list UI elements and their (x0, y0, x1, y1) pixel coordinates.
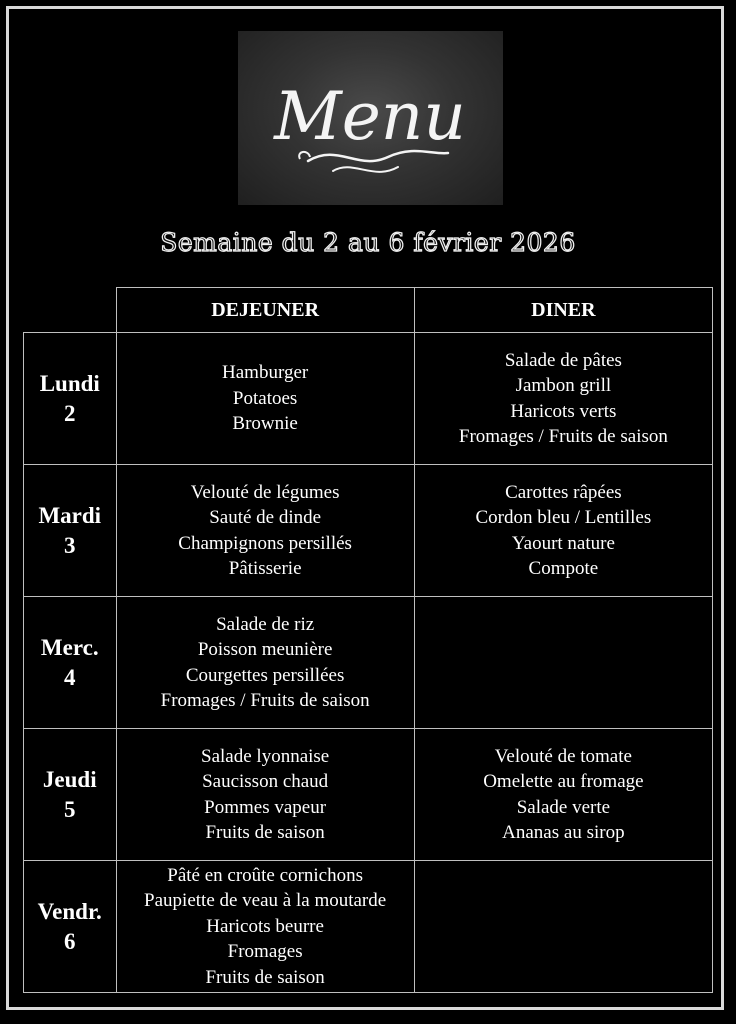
weekly-menu-table (23, 287, 713, 993)
dish: Salade de riz (216, 613, 315, 635)
dish: Carottes râpées (505, 481, 622, 503)
lunch-cell (116, 861, 414, 993)
week-title: Semaine du 2 au 6 février 2026 (160, 228, 576, 257)
lunch-cell (116, 597, 414, 729)
dinner-cell-empty (414, 861, 712, 993)
dish: Salade lyonnaise (201, 745, 330, 767)
day-label (24, 333, 117, 465)
dinner-cell-empty (414, 597, 712, 729)
dinner-column-header: DINER (414, 288, 712, 333)
table-header-row (24, 288, 713, 333)
dish: Compote (528, 558, 599, 579)
dinner-cell (414, 333, 712, 465)
day-number: 5 (64, 796, 76, 822)
day-label (24, 597, 117, 729)
dish: Fromages (227, 941, 303, 963)
dish: Yaourt nature (511, 532, 615, 554)
dish: Jambon grill (515, 375, 612, 396)
day-name: Mardi (38, 502, 102, 528)
lunch-column-header: DEJEUNER (116, 288, 414, 333)
dish: Paupiette de veau à la moutarde (144, 890, 387, 912)
dish: Ananas au sirop (502, 822, 625, 843)
dish: Omelette au fromage (483, 771, 644, 792)
day-label (24, 465, 117, 597)
day-name: Vendr. (37, 898, 102, 924)
day-number: 3 (64, 532, 76, 558)
dish: Velouté de tomate (494, 745, 632, 767)
dinner-cell (414, 465, 712, 597)
dish: Sauté de dinde (209, 507, 322, 528)
dish: Hamburger (222, 362, 309, 384)
dish: Pâté en croûte cornichons (167, 864, 363, 886)
dish: Pâtisserie (228, 558, 302, 579)
dish: Fromages / Fruits de saison (160, 690, 370, 711)
dish: Fruits de saison (205, 822, 325, 843)
menu-logo-text: Menu (274, 78, 466, 155)
day-label (24, 729, 117, 861)
dish: Brownie (232, 413, 298, 435)
day-number: 2 (64, 400, 76, 426)
dinner-cell (414, 729, 712, 861)
day-name: Merc. (40, 634, 99, 660)
dish: Courgettes persillées (185, 664, 345, 686)
dish: Salade verte (516, 796, 611, 818)
dish: Champignons persillés (178, 532, 352, 554)
flourish-small-icon (333, 167, 398, 172)
dish: Fromages / Fruits de saison (458, 426, 668, 447)
day-name: Lundi (39, 370, 100, 396)
dish: Haricots verts (510, 400, 617, 422)
dish: Saucisson chaud (202, 771, 329, 792)
lunch-cell (116, 729, 414, 861)
dish: Velouté de légumes (190, 481, 340, 503)
dish: Fruits de saison (205, 966, 325, 988)
table-row (24, 861, 713, 993)
day-label (24, 861, 117, 993)
menu-logo (238, 31, 503, 205)
table-row (24, 465, 713, 597)
dish: Poisson meunière (197, 639, 333, 660)
dish: Cordon bleu / Lentilles (475, 507, 652, 528)
dish: Haricots beurre (206, 915, 324, 937)
menu-logo-artwork (238, 31, 503, 205)
dish: Pommes vapeur (204, 796, 327, 818)
table-row (24, 729, 713, 861)
table-row (24, 333, 713, 465)
table-row (24, 597, 713, 729)
lunch-cell (116, 333, 414, 465)
lunch-cell (116, 465, 414, 597)
dish: Potatoes (232, 387, 298, 409)
empty-corner-cell (24, 288, 117, 333)
day-name: Jeudi (42, 766, 97, 792)
dish: Salade de pâtes (504, 349, 622, 371)
day-number: 6 (64, 928, 76, 954)
day-number: 4 (64, 664, 76, 690)
